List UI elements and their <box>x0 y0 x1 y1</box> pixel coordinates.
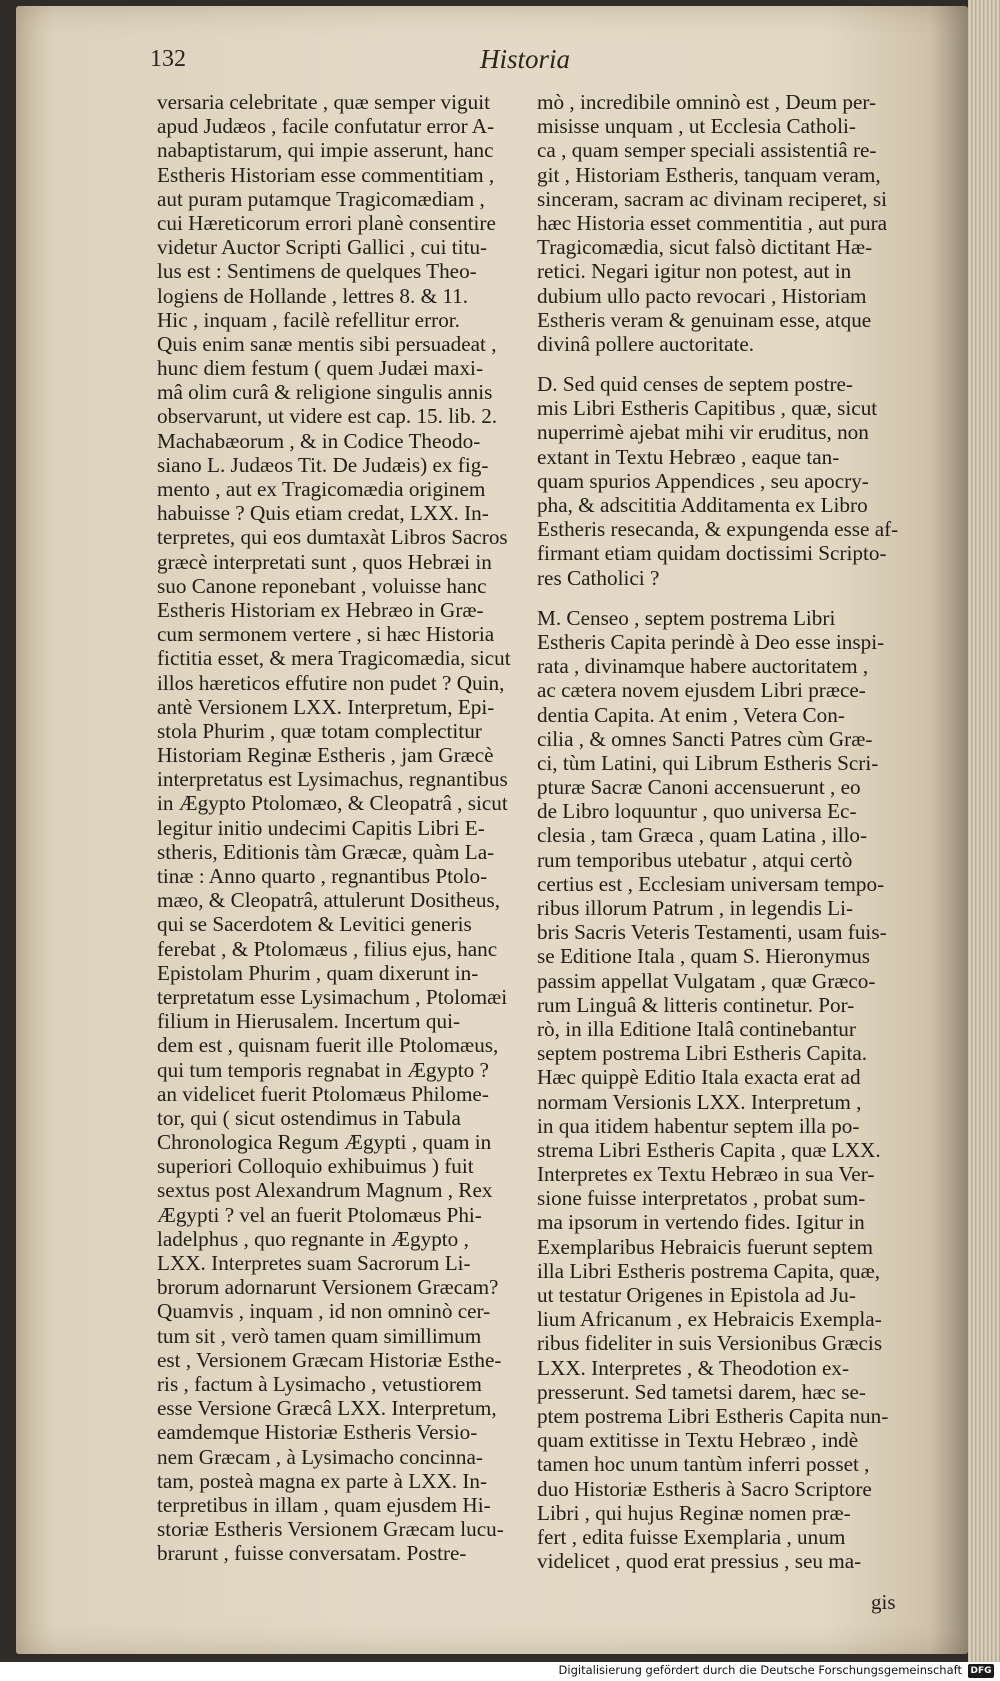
text-line: esse Versione Græcâ LXX. Interpretum, <box>157 1396 497 1421</box>
text-line: suo Canone reponebant , voluisse hanc <box>157 573 487 598</box>
text-line: lus est : Sentimens de quelques Theo- <box>157 259 477 284</box>
paragraph-gap <box>537 590 897 606</box>
text-line: tum sit , verò tamen quam simillimum <box>157 1323 482 1348</box>
text-line: Epistolam Phurim , quam dixerunt in- <box>157 960 479 985</box>
text-line: filium in Hierusalem. Incertum qui- <box>157 1009 461 1034</box>
text-line: ca , quam semper speciali assistentiâ re- <box>537 138 877 163</box>
text-line: hæc Historia esset commentitia , aut pura <box>537 210 888 235</box>
text-line: superiori Colloquio exhibuimus ) fuit <box>157 1154 474 1179</box>
text-line: ribus illorum Patrum , in legendis Li- <box>537 896 854 920</box>
text-line: videtur Auctor Scripti Gallici , cui titu- <box>157 235 488 260</box>
text-line: rata , divinamque habere auctoritatem , <box>537 654 869 679</box>
text-line: strema Libri Estheris Capita , quæ LXX. <box>537 1137 881 1162</box>
text-line: tinæ : Anno quarto , regnantibus Ptolo- <box>157 864 488 888</box>
text-line: legitur initio undecimi Capitis Libri E- <box>157 815 485 840</box>
text-line: Machabæorum , & in Codice Theodo- <box>157 428 481 453</box>
text-line: videlicet , quod erat pressius , seu ma- <box>537 1549 862 1574</box>
text-line: M. Censeo , septem postrema Libri <box>537 605 836 630</box>
text-line: cui Hæreticorum errori planè consentire <box>157 210 496 235</box>
text-line: misisse unquam , ut Ecclesia Catholi- <box>537 114 856 139</box>
text-line: mis Libri Estheris Capitibus , quæ, sicut <box>537 396 878 421</box>
text-line: Exemplaribus Hebraicis fuerunt septem <box>537 1234 873 1259</box>
text-line: aut puram putamque Tragicomædiam , <box>157 186 485 211</box>
digitization-footer <box>0 1662 1000 1681</box>
text-line: siano L. Judæos Tit. De Judæis) ex fig- <box>157 452 489 477</box>
text-line: interpretatus est Lysimachus, regnantibus <box>157 767 508 792</box>
text-line: habuisse ? Quis etiam credat, LXX. In- <box>157 501 489 526</box>
text-line: Libri , qui hujus Reginæ nomen præ- <box>537 1500 851 1525</box>
text-line: antè Versionem LXX. Interpretum, Epi- <box>157 694 495 719</box>
text-line: Estheris Historiam esse commentitiam , <box>157 162 495 187</box>
text-line: LXX. Interpretes suam Sacrorum Li- <box>157 1251 471 1275</box>
text-line: stola Phurim , quæ totam complectitur <box>157 718 482 743</box>
text-line: Ægypti ? vel an fuerit Ptolomæus Phi- <box>157 1202 482 1227</box>
text-line: terpretatum esse Lysimachum , Ptolomæi <box>157 984 508 1009</box>
text-line: Estheris resecanda, & expungenda esse af- <box>537 517 899 542</box>
text-line: duo Historiæ Estheris à Sacro Scriptore <box>537 1476 872 1501</box>
text-line: ac cætera novem ejusdem Libri præce- <box>537 678 866 703</box>
text-line: septem postrema Libri Estheris Capita. <box>537 1041 868 1066</box>
text-line: sinceram, sacram ac divinam reciperet, si <box>537 186 888 211</box>
text-line: dem est , quisnam fuerit ille Ptolomæus, <box>157 1033 499 1058</box>
text-line: illos hæreticos effutire non pudet ? Quin, <box>157 670 505 695</box>
text-line: nem Græcam , à Lysimacho concinna- <box>157 1444 483 1469</box>
text-line: Quamvis , inquam , id non omninò cer- <box>157 1299 491 1324</box>
footer-text: Digitalisierung gefördert durch die Deutsche Forschungsgemeinschaft <box>558 1663 962 1677</box>
text-line: Estheris Historiam ex Hebræo in Græ- <box>157 597 484 622</box>
text-line: divinâ pollere auctoritate. <box>537 331 755 356</box>
text-line: de Libro loquuntur , quo universa Ec- <box>537 799 857 824</box>
text-line: Quis enim sanæ mentis sibi persuadeat , <box>157 331 497 356</box>
text-line: observarunt, ut videre est cap. 15. lib. 2. <box>157 404 498 429</box>
text-line: Hic , inquam , facilè refellitur error. <box>157 307 460 332</box>
text-line: brarunt , fuisse conversatam. Postre- <box>157 1541 467 1566</box>
text-line: quam extitisse in Textu Hebræo , indè <box>537 1428 859 1453</box>
text-line: eamdemque Historiæ Estheris Versio- <box>157 1420 478 1445</box>
text-line: versaria celebritate , quæ semper viguit <box>157 90 490 114</box>
text-line: illa Libri Estheris postrema Capita, quæ, <box>537 1258 881 1283</box>
text-line: tam, posteà magna ex parte à LXX. In- <box>157 1468 488 1493</box>
text-line: terpretes, qui eos dumtaxàt Libros Sacros <box>157 525 508 550</box>
text-line: Interpretes ex Textu Hebræo in sua Ver- <box>537 1162 875 1187</box>
text-line: Chronologica Regum Ægypti , quam in <box>157 1130 492 1155</box>
text-line: extant in Textu Hebræo , eaque tan- <box>537 444 840 469</box>
text-line: rò, in illa Editione Italâ continebantur <box>537 1016 856 1041</box>
text-line: brorum adornarunt Versionem Græcam? <box>157 1275 499 1300</box>
text-line: storiæ Estheris Versionem Græcam lucu- <box>157 1517 504 1542</box>
text-line: Historiam Reginæ Estheris , jam Græcè <box>157 743 494 768</box>
text-line: ladelphus , quo regnante in Ægypto , <box>157 1226 469 1251</box>
text-line: nuperrimè ajebat mihi vir eruditus, non <box>537 420 869 445</box>
text-line: fictitia esset, & mera Tragicomædia, sicut <box>157 646 511 671</box>
text-line: sione fuisse interpretatos , probat sum- <box>537 1186 866 1211</box>
text-line: pha, & adscititia Additamenta ex Libro <box>537 493 868 517</box>
text-line: dubium ullo pacto revocari , Historiam <box>537 283 867 308</box>
text-line: stheris, Editionis tàm Græcæ, quàm La- <box>157 839 495 864</box>
text-line: cum sermonem vertere , si hæc Historia <box>157 622 495 647</box>
text-line: mâ olim curâ & religione singulis annis <box>157 380 493 405</box>
text-line: fert , edita fuisse Exemplaria , unum <box>537 1524 846 1549</box>
text-line: Tragicomædia, sicut falsò dictitant Hæ- <box>537 235 873 260</box>
text-line: ris , factum à Lysimacho , vetustiorem <box>157 1371 482 1396</box>
text-line: se Editione Itala , quam S. Hieronymus <box>537 944 871 969</box>
text-line: mæo, & Cleopatrâ, attulerunt Dositheus, <box>157 888 501 913</box>
text-line: mento , aut ex Tragicomædia originem <box>157 477 486 501</box>
text-line: certius est , Ecclesiam universam tempo- <box>537 871 885 896</box>
text-line: D. Sed quid censes de septem postre- <box>537 372 853 397</box>
text-line: presserunt. Sed tametsi darem, hæc se- <box>537 1379 866 1404</box>
text-line: hunc diem festum ( quem Judæi maxi- <box>157 356 483 381</box>
text-line: in Ægypto Ptolomæo, & Cleopatrâ , sicut <box>157 791 508 816</box>
text-line: apud Judæos , facile confutatur error A- <box>157 114 495 139</box>
text-line: qui se Sacerdotem & Levitici generis <box>157 912 472 937</box>
page-number: 132 <box>150 46 186 72</box>
text-line: logiens de Hollande , lettres 8. & 11. <box>157 283 469 308</box>
text-line: LXX. Interpretes , & Theodotion ex- <box>537 1355 850 1380</box>
text-line: an videlicet fuerit Ptolomæus Philome- <box>157 1081 489 1106</box>
text-line: bris Sacris Veteris Testamenti, usam fuis- <box>537 920 887 945</box>
text-line: passim appellat Vulgatam , quæ Græco- <box>537 968 876 993</box>
text-line: mò , incredibile omninò est , Deum per- <box>537 90 877 114</box>
text-line: in qua itidem habentur septem illa po- <box>537 1113 860 1138</box>
text-line: rum Linguâ & litteris continetur. Por- <box>537 992 855 1017</box>
text-line: ribus fideliter in suis Versionibus Græcis <box>537 1331 883 1356</box>
text-line: Estheris veram & genuinam esse, atque <box>537 307 872 332</box>
text-line: firmant etiam quidam doctissimi Scripto- <box>537 541 887 566</box>
catchword: gis <box>871 1590 896 1614</box>
page-edge <box>968 0 1000 1662</box>
text-line: tor, qui ( sicut ostendimus in Tabula <box>157 1105 461 1130</box>
text-line: res Catholici ? <box>537 565 660 590</box>
text-line: normam Versionis LXX. Interpretum , <box>537 1089 862 1114</box>
text-line: pturæ Sacræ Canoni accensuerunt , eo <box>537 775 861 800</box>
text-line: git , Historiam Estheris, tanquam veram, <box>537 162 881 187</box>
dfg-logo-icon: DFG <box>968 1664 994 1678</box>
text-line: ut testatur Origenes in Epistola ad Ju- <box>537 1283 856 1307</box>
text-line: retici. Negari igitur non potest, aut in <box>537 259 852 284</box>
text-line: ptem postrema Libri Estheris Capita nun- <box>537 1403 889 1428</box>
left-column <box>157 90 512 1565</box>
page-heading: Historia <box>480 44 571 74</box>
text-line: ci, tùm Latini, qui Librum Estheris Scri- <box>537 750 879 775</box>
paragraph-gap <box>537 356 897 372</box>
text-line: Estheris Capita perindè à Deo esse inspi- <box>537 629 885 654</box>
text-line: Hæc quippè Editio Itala exacta erat ad <box>537 1065 861 1090</box>
right-column <box>537 90 897 1573</box>
text-line: qui tum temporis regnabat in Ægypto ? <box>157 1057 489 1082</box>
text-line: terpretibus in illam , quam ejusdem Hi- <box>157 1492 491 1517</box>
text-line: ma ipsorum in vertendo fides. Igitur in <box>537 1210 865 1235</box>
running-head <box>150 46 870 86</box>
text-line: rum temporibus utebatur , atqui certò <box>537 847 853 872</box>
text-line: tamen hoc unum tantùm inferri posset , <box>537 1452 870 1477</box>
text-line: clesia , tam Græca , quam Latina , illo- <box>537 823 868 848</box>
text-line: sextus post Alexandrum Magnum , Rex <box>157 1178 493 1203</box>
text-line: est , Versionem Græcam Historiæ Esthe- <box>157 1347 502 1372</box>
text-line: cilia , & omnes Sancti Patres cùm Græ- <box>537 726 873 751</box>
text-line: quam spurios Appendices , seu apocry- <box>537 468 869 493</box>
text-line: dentia Capita. At enim , Vetera Con- <box>537 702 845 727</box>
text-line: nabaptistarum, qui impie asserunt, hanc <box>157 138 494 163</box>
text-line: ferebat , & Ptolomæus , filius ejus, hanc <box>157 936 498 961</box>
text-line: lium Africanum , ex Hebraicis Exempla- <box>537 1307 882 1332</box>
text-line: græcè interpretati sunt , quos Hebræi in <box>157 549 492 574</box>
